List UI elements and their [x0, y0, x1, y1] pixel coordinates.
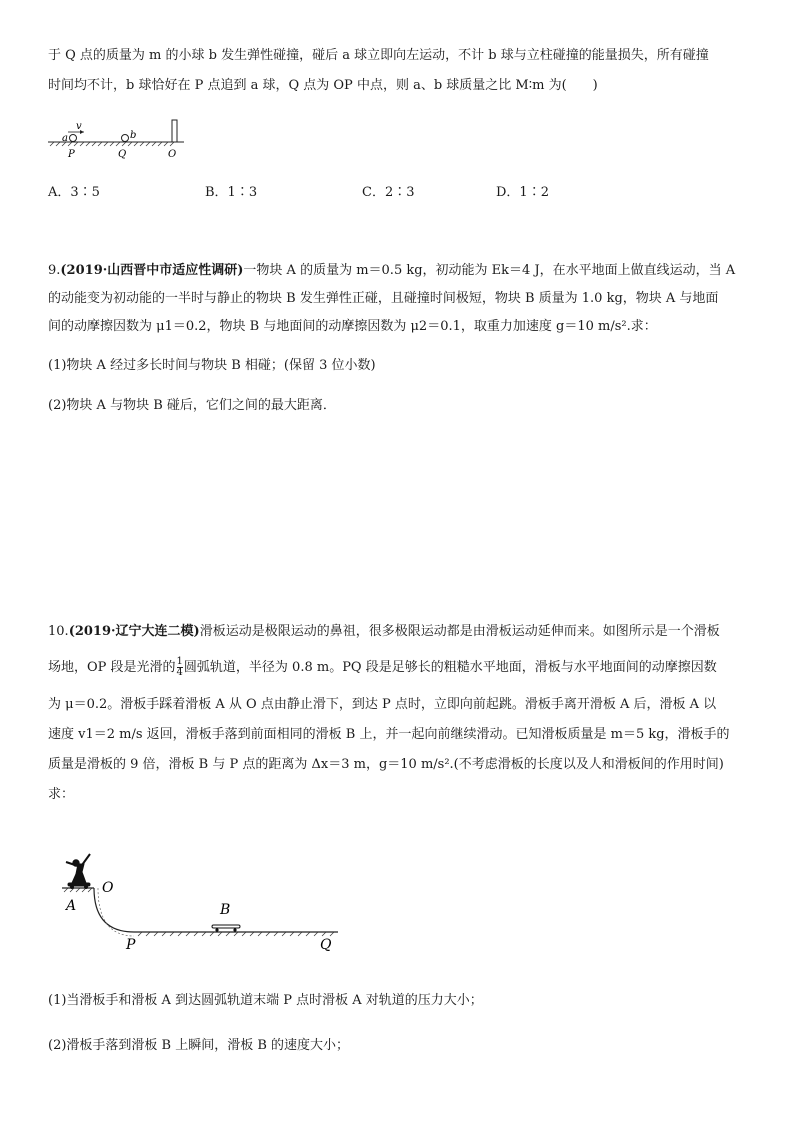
q10-line1-rest: 滑板运动是极限运动的鼻祖，很多极限运动都是由滑板运动延伸而来。如图所示是一个滑板 — [199, 624, 720, 639]
q8-choice-d: D．1∶2 — [496, 185, 549, 200]
q8-choice-b: B．1∶3 — [205, 185, 258, 200]
q10-fraction-denominator: 4 — [176, 667, 183, 678]
q9-text-line-2: 的动能变为初动能的一半时与静止的物块 B 发生弹性正碰，且碰撞时间极短，物块 B 质量为 1.0 kg，物块 A 与地面 — [48, 291, 719, 306]
q9-line1-rest: 一物块 A 的质量为 m＝0.5 kg，初动能为 Ek＝4 J，在水平地面上做直线运动，当 A — [243, 263, 736, 278]
q8-choice-c: C．2∶3 — [362, 185, 415, 200]
q8-collision-figure — [44, 116, 194, 166]
q10-text-line-1 — [48, 623, 748, 641]
q10-text-line-3: 为 μ＝0.2。滑板手踩着滑板 A 从 O 点由静止滑下，到达 P 点时，立即向前起跳。滑板手离开滑板 A 后，滑板 A 以 — [48, 697, 717, 712]
q10-text-line-2 — [48, 657, 748, 678]
q10-subquestion-2: (2)滑板手落到滑板 B 上瞬间，滑板 B 的速度大小； — [48, 1038, 350, 1053]
q10-label-Q: Q — [320, 937, 332, 952]
q10-source: (2019·辽宁大连二模) — [68, 624, 200, 639]
q8-choice-a: A．3∶5 — [48, 185, 100, 200]
skateboard-b-icon — [212, 925, 240, 932]
q9-number: 9. — [48, 263, 61, 278]
q9-subquestion-1: (1)物块 A 经过多长时间与物块 B 相碰；(保留 3 位小数) — [48, 358, 376, 373]
q10-line2-a: 场地，OP 段是光滑的 — [48, 660, 176, 675]
q9-source: (2019·山西晋中市适应性调研) — [60, 263, 244, 278]
q9-text-line-3: 间的动摩擦因数为 μ1＝0.2，物块 B 与地面间的动摩擦因数为 μ2＝0.1，取重力加速度 g＝10 m/s².求： — [48, 319, 657, 334]
skateboarder-icon — [66, 854, 90, 889]
q10-label-O: O — [102, 880, 114, 896]
q8-label-v: v — [76, 121, 82, 132]
q8-label-P: P — [68, 149, 75, 160]
q10-skateboard-figure — [58, 852, 348, 956]
q10-text-line-5: 质量是滑板的 9 倍，滑板 B 与 P 点的距离为 Δx＝3 m，g＝10 m/s².(不考虑滑板的长度以及人和滑板间的作用时间) — [48, 757, 724, 772]
q9-subquestion-2: (2)物块 A 与物块 B 碰后，它们之间的最大距离． — [48, 398, 336, 413]
q10-label-A: A — [66, 898, 77, 914]
q10-fraction-numerator: 1 — [176, 656, 183, 667]
q10-label-B: B — [220, 902, 231, 918]
q8-label-O: O — [168, 149, 177, 160]
q10-number: 10. — [48, 624, 69, 639]
q8-label-b: b — [130, 130, 137, 141]
q10-text-line-6: 求： — [48, 787, 75, 802]
q10-fraction — [177, 657, 183, 678]
q8-text-line-2: 时间均不计，b 球恰好在 P 点追到 a 球，Q 点为 OP 中点，则 a、b 球质量之比 M∶m 为( ) — [48, 78, 598, 93]
q10-subquestion-1: (1)当滑板手和滑板 A 到达圆弧轨道末端 P 点时滑板 A 对轨道的压力大小； — [48, 993, 483, 1008]
q8-label-a: a — [62, 133, 68, 144]
q8-label-Q: Q — [118, 149, 127, 160]
q10-label-P: P — [126, 937, 136, 952]
q8-text-line-1: 于 Q 点的质量为 m 的小球 b 发生弹性碰撞，碰后 a 球立即向左运动，不计 b 球与立柱碰撞的能量损失，所有碰撞 — [48, 48, 709, 63]
q10-line2-b: 圆弧轨道，半径为 0.8 m。PQ 段是足够长的粗糙水平地面，滑板与水平地面间的动摩擦因数 — [183, 660, 717, 675]
q9-text-line-1 — [48, 262, 748, 280]
q10-text-line-4: 速度 v1＝2 m/s 返回，滑板手落到前面相同的滑板 B 上，并一起向前继续滑动。已知滑板质量是 m＝5 kg，滑板手的 — [48, 727, 730, 742]
